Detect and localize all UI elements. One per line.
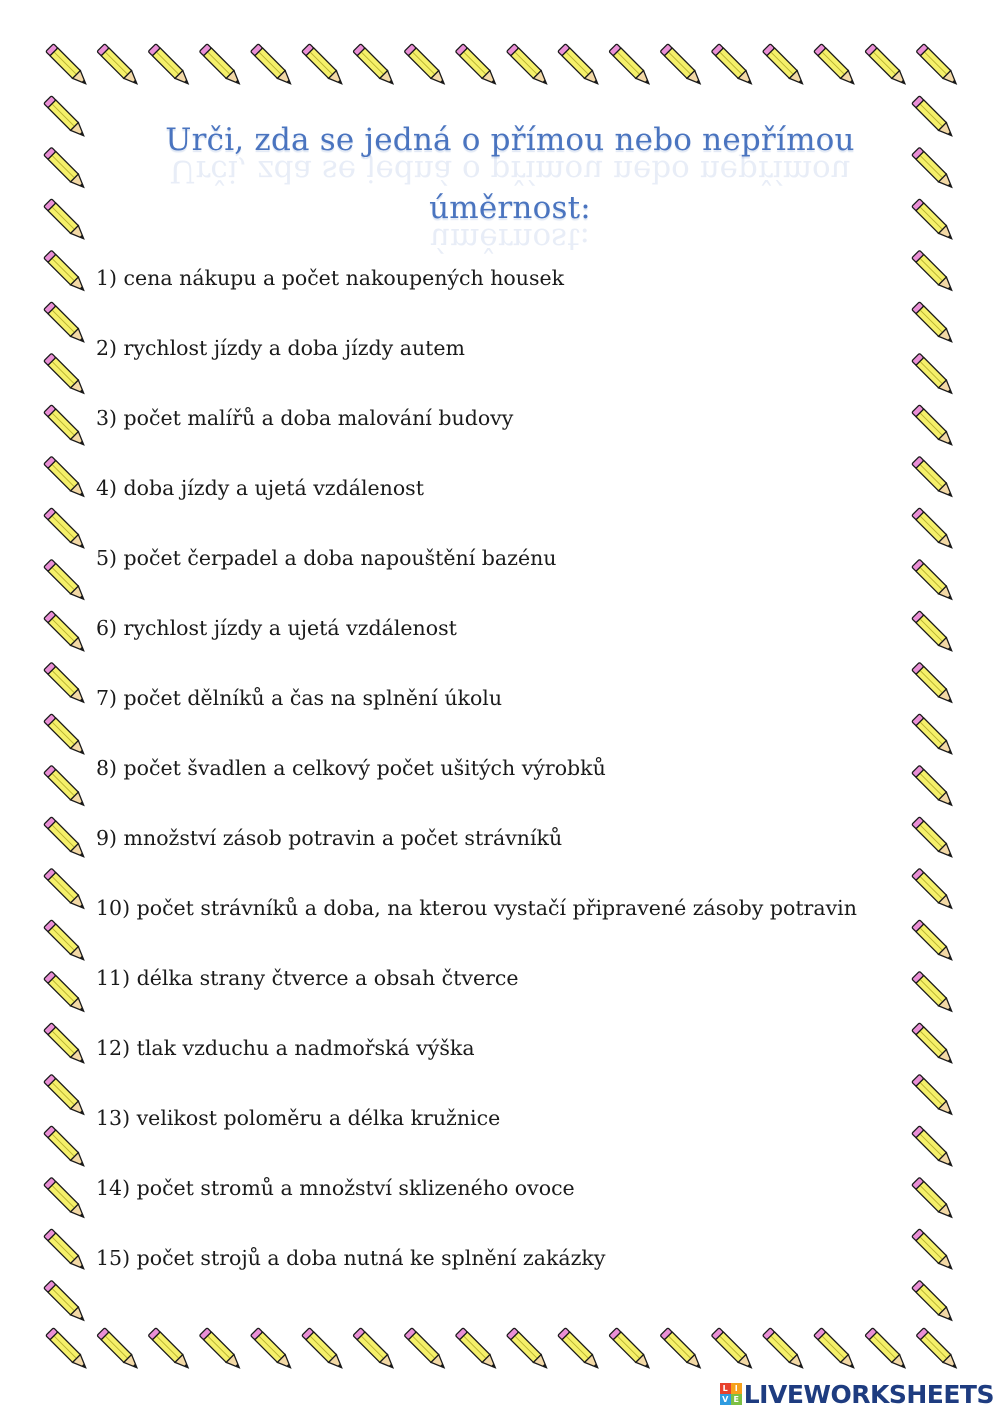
question-item: 5) počet čerpadel a doba napouštění bazénu — [96, 546, 557, 570]
worksheet-title-line-1: Urči, zda se jedná o přímou nebo nepřímou — [165, 122, 855, 158]
pencil-icon — [609, 1328, 653, 1372]
pencil-icon — [912, 405, 956, 449]
question-item: 1) cena nákupu a počet nakoupených housek — [96, 266, 565, 290]
pencil-icon — [46, 1328, 90, 1372]
pencil-icon — [199, 44, 243, 88]
logo-letter: E — [731, 1394, 742, 1405]
pencil-icon — [711, 44, 755, 88]
pencil-icon — [912, 611, 956, 655]
pencil-icon — [97, 1328, 141, 1372]
pencil-icon — [660, 44, 704, 88]
pencil-icon — [507, 1328, 551, 1372]
pencil-icon — [44, 1023, 88, 1067]
pencil-icon — [44, 817, 88, 861]
question-item: 9) množství zásob potravin a počet strávníků — [96, 826, 563, 850]
pencil-icon — [865, 44, 909, 88]
pencil-icon — [912, 1280, 956, 1324]
pencil-icon — [44, 147, 88, 191]
pencil-icon — [44, 1229, 88, 1273]
pencil-icon — [404, 1328, 448, 1372]
pencil-icon — [44, 1074, 88, 1118]
question-item: 7) počet dělníků a čas na splnění úkolu — [96, 686, 503, 710]
pencil-icon — [912, 250, 956, 294]
question-item: 11) délka strany čtverce a obsah čtverce — [96, 966, 519, 990]
pencil-icon — [44, 1126, 88, 1170]
pencil-icon — [814, 1328, 858, 1372]
pencil-icon — [912, 1177, 956, 1221]
pencil-icon — [916, 44, 960, 88]
pencil-icon — [44, 971, 88, 1015]
pencil-icon — [251, 44, 295, 88]
pencil-icon — [865, 1328, 909, 1372]
pencil-icon — [507, 44, 551, 88]
pencil-icon — [199, 1328, 243, 1372]
question-item: 2) rychlost jízdy a doba jízdy autem — [96, 336, 465, 360]
pencil-icon — [912, 302, 956, 346]
pencil-icon — [912, 353, 956, 397]
pencil-icon — [44, 662, 88, 706]
pencil-icon — [251, 1328, 295, 1372]
pencil-icon — [44, 1177, 88, 1221]
pencil-icon — [912, 456, 956, 500]
pencil-icon — [44, 868, 88, 912]
logo-letter: V — [720, 1394, 731, 1405]
title-reflection-1: Urči, zda se jedná o přímou nebo nepřímou — [169, 153, 851, 189]
pencil-icon — [455, 1328, 499, 1372]
pencil-icon — [44, 456, 88, 500]
pencil-icon — [46, 44, 90, 88]
pencil-icon — [912, 817, 956, 861]
pencil-icon — [44, 1280, 88, 1324]
pencil-icon — [763, 44, 807, 88]
question-item: 10) počet strávníků a doba, na kterou vystačí připravené zásoby potravin — [96, 896, 857, 920]
pencil-icon — [912, 971, 956, 1015]
pencil-icon — [609, 44, 653, 88]
pencil-icon — [912, 714, 956, 758]
pencil-icon — [558, 44, 602, 88]
question-list — [96, 263, 916, 1313]
logo-letter: L — [720, 1383, 731, 1394]
pencil-icon — [814, 44, 858, 88]
pencil-icon — [353, 44, 397, 88]
pencil-icon — [44, 559, 88, 603]
pencil-icon — [44, 302, 88, 346]
pencil-icon — [44, 199, 88, 243]
pencil-icon — [44, 714, 88, 758]
pencil-icon — [912, 559, 956, 603]
brand-name: LIVEWORKSHEETS — [743, 1379, 994, 1409]
pencil-icon — [404, 44, 448, 88]
question-item: 13) velikost poloměru a délka kružnice — [96, 1106, 501, 1130]
pencil-icon — [302, 44, 346, 88]
pencil-icon — [763, 1328, 807, 1372]
title-reflection-2: úměrnost: — [430, 221, 590, 257]
pencil-icon — [912, 1229, 956, 1273]
question-item: 15) počet strojů a doba nutná ke splnění zakázky — [96, 1246, 606, 1270]
question-item: 4) doba jízdy a ujetá vzdálenost — [96, 476, 424, 500]
liveworksheets-logo-icon — [720, 1383, 742, 1405]
pencil-icon — [660, 1328, 704, 1372]
pencil-icon — [148, 1328, 192, 1372]
pencil-icon — [912, 508, 956, 552]
question-item: 12) tlak vzduchu a nadmořská výška — [96, 1036, 475, 1060]
question-item: 3) počet malířů a doba malování budovy — [96, 406, 514, 430]
question-item: 8) počet švadlen a celkový počet ušitých výrobků — [96, 756, 606, 780]
pencil-icon — [44, 611, 88, 655]
pencil-icon — [302, 1328, 346, 1372]
pencil-icon — [711, 1328, 755, 1372]
question-item: 6) rychlost jízdy a ujetá vzdálenost — [96, 616, 457, 640]
pencil-icon — [912, 662, 956, 706]
pencil-icon — [912, 765, 956, 809]
pencil-icon — [44, 250, 88, 294]
question-item: 14) počet stromů a množství sklizeného ovoce — [96, 1176, 575, 1200]
pencil-icon — [44, 96, 88, 140]
pencil-icon — [97, 44, 141, 88]
pencil-icon — [44, 920, 88, 964]
pencil-icon — [455, 44, 499, 88]
pencil-icon — [916, 1328, 960, 1372]
pencil-icon — [44, 353, 88, 397]
logo-letter: I — [731, 1383, 742, 1394]
pencil-icon — [912, 1074, 956, 1118]
pencil-icon — [44, 765, 88, 809]
pencil-icon — [912, 1023, 956, 1067]
pencil-icon — [912, 920, 956, 964]
pencil-icon — [912, 868, 956, 912]
liveworksheets-brand — [720, 1379, 994, 1409]
pencil-icon — [558, 1328, 602, 1372]
pencil-icon — [353, 1328, 397, 1372]
pencil-icon — [44, 508, 88, 552]
pencil-icon — [148, 44, 192, 88]
pencil-icon — [912, 1126, 956, 1170]
pencil-icon — [44, 405, 88, 449]
worksheet-title-line-2: úměrnost: — [429, 190, 591, 226]
